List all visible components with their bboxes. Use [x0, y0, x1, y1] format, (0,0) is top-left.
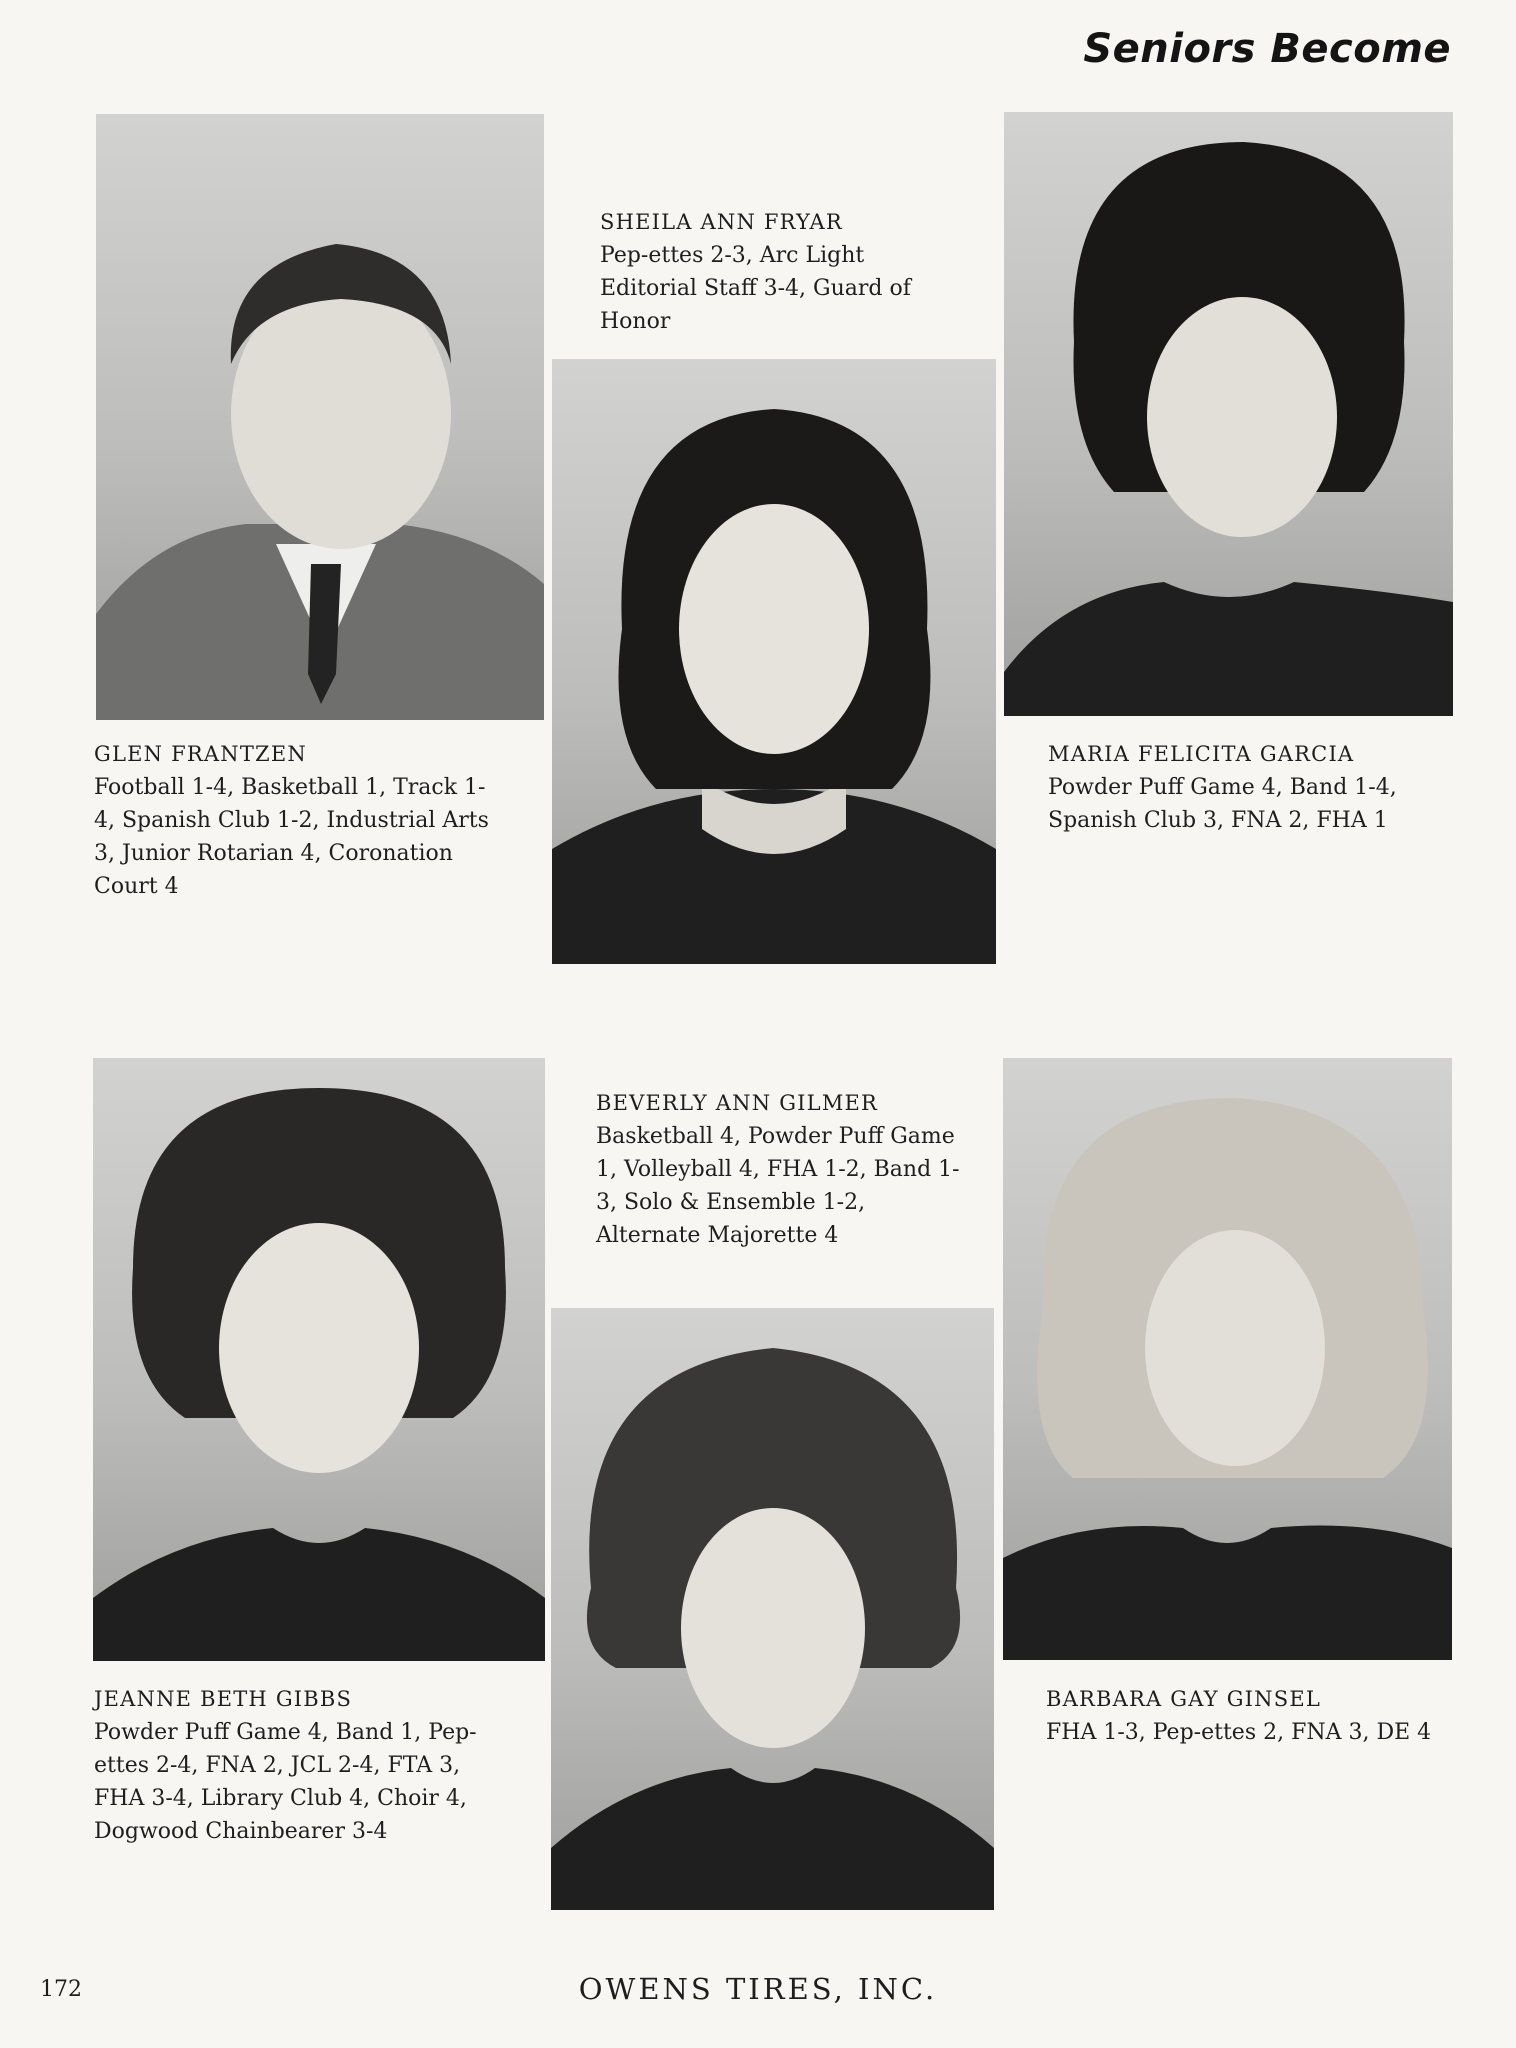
senior-activities: Powder Puff Game 4, Band 1-4, Spanish Club 3, FNA 2, FHA 1 — [1048, 775, 1397, 833]
senior-name: JEANNE BETH GIBBS — [94, 1687, 353, 1711]
senior-name: GLEN FRANTZEN — [94, 742, 307, 766]
portrait-photo-maria-felicita-garcia — [1004, 112, 1453, 716]
senior-name: MARIA FELICITA GARCIA — [1048, 742, 1355, 766]
senior-caption-jeanne-beth-gibbs — [94, 1683, 484, 1848]
senior-activities: Basketball 4, Powder Puff Game 1, Volleyball 4, FHA 1-2, Band 1-3, Solo & Ensemble 1-2, Alternate Majorette 4 — [596, 1124, 960, 1248]
senior-caption-maria-felicita-garcia — [1048, 738, 1458, 837]
senior-activities: Football 1-4, Basketball 1, Track 1-4, Spanish Club 1-2, Industrial Arts 3, Junior Rotarian 4, Coronation Court 4 — [94, 775, 489, 899]
senior-caption-beverly-ann-gilmer — [596, 1087, 966, 1252]
senior-caption-sheila-ann-fryar — [600, 206, 960, 338]
senior-activities: Powder Puff Game 4, Band 1, Pep-ettes 2-4, FNA 2, JCL 2-4, FTA 3, FHA 3-4, Library Club 4, Choir 4, Dogwood Chainbearer 3-4 — [94, 1720, 477, 1844]
senior-name: SHEILA ANN FRYAR — [600, 210, 843, 234]
portrait-photo-jeanne-beth-gibbs — [93, 1058, 545, 1661]
senior-activities: Pep-ettes 2-3, Arc Light Editorial Staff 3-4, Guard of Honor — [600, 243, 911, 334]
page-number: 172 — [40, 1977, 82, 2002]
senior-caption-barbara-gay-ginsel — [1046, 1683, 1446, 1749]
senior-activities: FHA 1-3, Pep-ettes 2, FNA 3, DE 4 — [1046, 1720, 1432, 1745]
senior-name: BARBARA GAY GINSEL — [1046, 1687, 1321, 1711]
portrait-photo-sheila-ann-fryar — [552, 359, 996, 964]
portrait-photo-beverly-ann-gilmer — [551, 1308, 994, 1910]
sponsor-banner: OWENS TIRES, INC. — [578, 1972, 938, 2006]
portrait-photo-glen-frantzen — [96, 114, 544, 720]
portrait-photo-barbara-gay-ginsel — [1003, 1058, 1452, 1660]
senior-caption-glen-frantzen — [94, 738, 504, 903]
senior-name: BEVERLY ANN GILMER — [596, 1091, 879, 1115]
page-title: Seniors Become — [1083, 26, 1451, 72]
